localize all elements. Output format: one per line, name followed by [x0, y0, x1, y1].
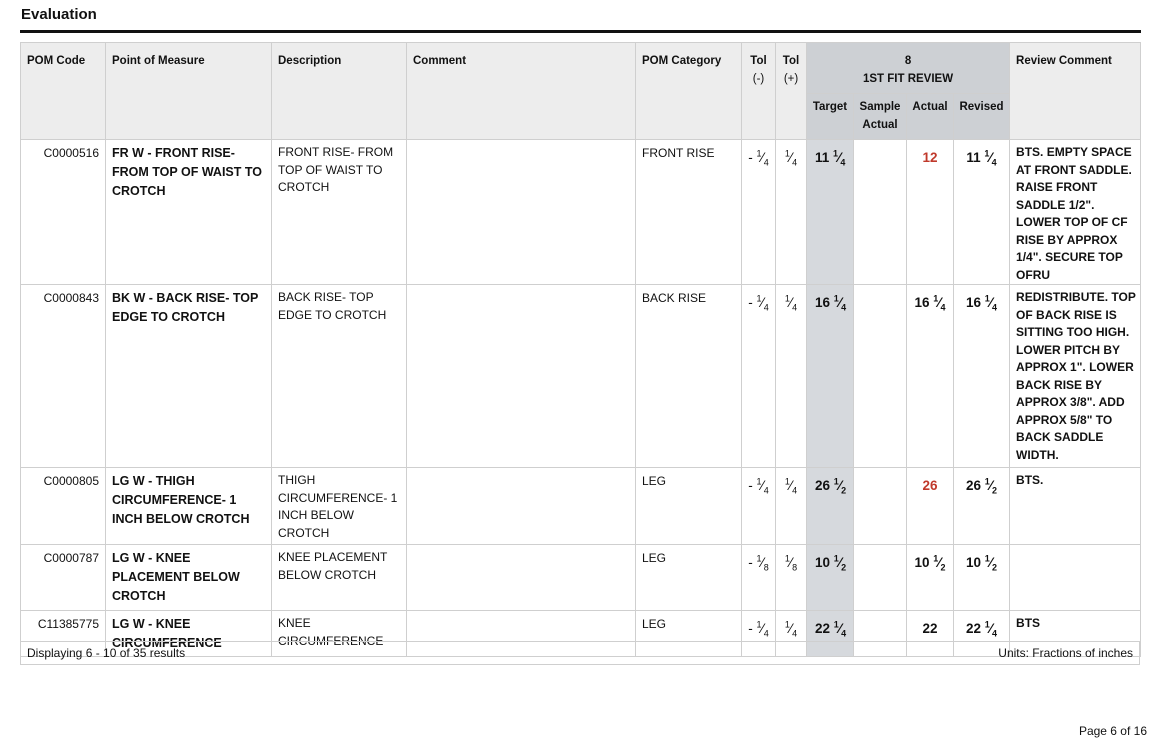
tol-minus-label: Tol	[750, 55, 767, 67]
tol-plus-fraction	[784, 553, 798, 573]
point-of-measure: LG W - THIGH CIRCUMFERENCE- 1 INCH BELOW CROTCH	[106, 468, 272, 545]
actual-fraction	[914, 293, 946, 313]
fraction-whole: 12	[922, 149, 938, 165]
fraction-denominator: 4	[792, 628, 798, 639]
fraction-numerator: 1	[756, 553, 762, 563]
comment	[407, 468, 636, 545]
revised-fraction	[966, 148, 997, 168]
table-row	[21, 285, 1141, 468]
target-value	[807, 468, 854, 545]
target-fraction	[815, 476, 847, 496]
pom-code: C0000843	[21, 285, 106, 468]
fraction-numerator: 1	[784, 293, 790, 303]
tol-minus-fraction	[748, 553, 769, 573]
fraction-whole: 22	[965, 620, 981, 636]
fraction-sign: -	[748, 149, 753, 165]
fraction-slash: ⁄	[789, 294, 793, 310]
fraction-numerator: 1	[984, 553, 990, 563]
pom-category: LEG	[636, 468, 742, 545]
evaluation-table	[20, 42, 1141, 657]
units-note: Units: Fractions of inches	[998, 646, 1133, 660]
tol-minus-sign: (-)	[752, 73, 765, 85]
col-header-tol-minus	[742, 43, 776, 140]
fraction-numerator: 1	[984, 293, 990, 303]
fraction-denominator: 2	[992, 485, 998, 496]
review-comment: BTS	[1010, 611, 1141, 657]
tol-plus-fraction	[784, 148, 798, 168]
point-of-measure: FR W - FRONT RISE- FROM TOP OF WAIST TO CROTCH	[106, 140, 272, 285]
description: KNEE PLACEMENT BELOW CROTCH	[272, 545, 407, 611]
actual-value	[907, 285, 954, 468]
fraction-whole: 10	[914, 554, 930, 570]
point-of-measure: LG W - KNEE PLACEMENT BELOW CROTCH	[106, 545, 272, 611]
fraction-slash: ⁄	[761, 477, 764, 493]
tol-plus-fraction	[784, 293, 798, 313]
fraction-whole: 26	[815, 477, 831, 493]
point-of-measure: BK W - BACK RISE- TOP EDGE TO CROTCH	[106, 285, 272, 468]
fraction-denominator: 2	[992, 562, 998, 573]
col-header-fit-review	[807, 43, 1010, 94]
fraction-denominator: 4	[992, 628, 998, 639]
fraction-slash: ⁄	[838, 620, 842, 636]
fraction-numerator: 1	[933, 553, 939, 563]
target-fraction	[815, 148, 846, 168]
col-header-actual: Actual	[907, 94, 954, 140]
fraction-numerator: 1	[784, 619, 790, 629]
fraction-whole: 16	[965, 294, 981, 310]
col-header-point-of-measure: Point of Measure	[106, 43, 272, 140]
tol-minus	[742, 285, 776, 468]
fraction-numerator: 1	[756, 148, 762, 158]
results-count: Displaying 6 - 10 of 35 results	[27, 646, 186, 660]
actual-fraction	[922, 621, 937, 636]
target-fraction	[815, 553, 847, 573]
pom-code: C11385775	[21, 611, 106, 657]
pom-category: FRONT RISE	[636, 140, 742, 285]
fraction-denominator: 4	[763, 157, 769, 168]
tol-minus-fraction	[748, 619, 769, 639]
col-header-description: Description	[272, 43, 407, 140]
tol-plus	[776, 468, 807, 545]
fraction-denominator: 4	[763, 302, 769, 313]
pom-category: BACK RISE	[636, 285, 742, 468]
revised-value	[954, 140, 1010, 285]
sample-actual	[854, 140, 907, 285]
fraction-whole: 10	[965, 554, 981, 570]
target-fraction	[815, 619, 847, 639]
revised-value	[954, 285, 1010, 468]
fraction-numerator: 1	[833, 293, 839, 303]
fit-size: 8	[904, 55, 912, 67]
pom-code: C0000516	[21, 140, 106, 285]
comment	[407, 285, 636, 468]
fraction-numerator: 1	[984, 619, 990, 629]
actual-value	[907, 468, 954, 545]
tol-plus-label: Tol	[782, 55, 800, 67]
tol-minus-fraction	[748, 293, 769, 313]
target-fraction	[815, 293, 847, 313]
col-header-sample-actual: Sample Actual	[854, 94, 907, 140]
fraction-denominator: 4	[792, 302, 798, 313]
fraction-slash: ⁄	[938, 294, 941, 310]
fraction-slash: ⁄	[989, 149, 992, 165]
fit-name: 1ST FIT REVIEW	[862, 73, 954, 85]
fraction-slash: ⁄	[989, 477, 993, 493]
title-divider	[20, 30, 1141, 33]
sample-actual	[854, 468, 907, 545]
fraction-slash: ⁄	[761, 149, 764, 165]
fraction-whole: 26	[965, 477, 981, 493]
fraction-denominator: 4	[792, 157, 798, 168]
fraction-sign: -	[748, 620, 753, 636]
revised-value	[954, 468, 1010, 545]
fraction-slash: ⁄	[989, 294, 993, 310]
table-row	[21, 468, 1141, 545]
fraction-slash: ⁄	[761, 554, 764, 570]
description: FRONT RISE- FROM TOP OF WAIST TO CROTCH	[272, 140, 407, 285]
actual-value	[907, 545, 954, 611]
fraction-numerator: 1	[984, 476, 990, 486]
col-header-review-comment: Review Comment	[1010, 43, 1141, 140]
fraction-sign: -	[748, 477, 753, 493]
sample-actual	[854, 285, 907, 468]
fraction-denominator: 4	[792, 485, 798, 496]
actual-fraction	[922, 478, 937, 493]
fraction-denominator: 8	[792, 562, 798, 573]
section-title: Evaluation	[21, 6, 97, 23]
description: THIGH CIRCUMFERENCE- 1 INCH BELOW CROTCH	[272, 468, 407, 545]
tol-minus	[742, 545, 776, 611]
fraction-slash: ⁄	[838, 477, 842, 493]
fraction-numerator: 1	[784, 553, 790, 563]
tol-minus	[742, 140, 776, 285]
tol-minus-fraction	[748, 148, 769, 168]
revised-fraction	[965, 293, 998, 313]
fraction-denominator: 4	[841, 302, 847, 313]
fraction-denominator: 4	[992, 302, 998, 313]
pom-code: C0000787	[21, 545, 106, 611]
revised-fraction	[965, 553, 998, 573]
target-value	[807, 285, 854, 468]
review-comment: BTS.	[1010, 468, 1141, 545]
fraction-whole: 16	[914, 294, 930, 310]
fraction-slash: ⁄	[789, 620, 793, 636]
fraction-whole: 11	[966, 149, 981, 165]
point-of-measure: LG W - KNEE CIRCUMFERENCE	[106, 611, 272, 657]
target-value	[807, 140, 854, 285]
pom-code: C0000805	[21, 468, 106, 545]
fraction-numerator: 1	[833, 148, 839, 158]
fraction-slash: ⁄	[989, 554, 993, 570]
tol-plus	[776, 285, 807, 468]
col-header-pom-code: POM Code	[21, 43, 106, 140]
tol-minus	[742, 468, 776, 545]
fraction-denominator: 4	[991, 157, 997, 168]
fraction-whole: 16	[815, 294, 831, 310]
fraction-numerator: 1	[756, 619, 762, 629]
col-header-revised: Revised	[954, 94, 1010, 140]
fraction-numerator: 1	[756, 293, 762, 303]
fraction-slash: ⁄	[761, 294, 764, 310]
fraction-numerator: 1	[833, 619, 839, 629]
fraction-numerator: 1	[833, 553, 839, 563]
actual-value	[907, 140, 954, 285]
fraction-numerator: 1	[833, 476, 839, 486]
review-comment: REDISTRIBUTE. TOP OF BACK RISE IS SITTING TOO HIGH. LOWER PITCH BY APPROX 1". LOWER BACK RISE BY APPROX 3/8". ADD APPROX 5/8" TO BACK SADDLE WIDTH.	[1010, 285, 1141, 468]
fraction-denominator: 2	[940, 562, 946, 573]
fraction-whole: 22	[815, 620, 831, 636]
fraction-denominator: 8	[763, 562, 769, 573]
comment	[407, 545, 636, 611]
fraction-slash: ⁄	[789, 477, 793, 493]
table-footer	[20, 641, 1140, 665]
table-row	[21, 545, 1141, 611]
pom-category: LEG	[636, 545, 742, 611]
fraction-denominator: 4	[763, 485, 769, 496]
fraction-denominator: 2	[841, 485, 847, 496]
fraction-sign: -	[748, 294, 753, 310]
fraction-slash: ⁄	[989, 620, 993, 636]
fraction-denominator: 4	[840, 157, 846, 168]
fraction-denominator: 2	[841, 562, 847, 573]
tol-plus-fraction	[784, 476, 798, 496]
tol-plus	[776, 545, 807, 611]
fraction-whole: 22	[922, 620, 938, 636]
revised-value	[954, 545, 1010, 611]
table-row	[21, 140, 1141, 285]
fraction-numerator: 1	[984, 148, 990, 158]
fraction-whole: 11	[815, 149, 830, 165]
fraction-slash: ⁄	[938, 554, 941, 570]
fraction-denominator: 4	[841, 628, 847, 639]
fraction-numerator: 1	[933, 293, 939, 303]
fraction-sign: -	[748, 554, 753, 570]
fraction-slash: ⁄	[838, 554, 842, 570]
review-comment: BTS. EMPTY SPACE AT FRONT SADDLE. RAISE FRONT SADDLE 1/2". LOWER TOP OF CF RISE BY APPROX 1/4". SECURE TOP OFRU	[1010, 140, 1141, 285]
tol-plus-fraction	[784, 619, 798, 639]
revised-fraction	[965, 619, 998, 639]
tol-plus-sign: (+)	[783, 73, 799, 85]
fraction-slash: ⁄	[761, 620, 764, 636]
target-value	[807, 545, 854, 611]
sample-actual	[854, 545, 907, 611]
col-header-pom-category: POM Category	[636, 43, 742, 140]
review-comment	[1010, 545, 1141, 611]
fraction-slash: ⁄	[789, 149, 793, 165]
col-header-comment: Comment	[407, 43, 636, 140]
fraction-slash: ⁄	[838, 149, 841, 165]
fraction-denominator: 4	[763, 628, 769, 639]
col-header-target: Target	[807, 94, 854, 140]
actual-fraction	[922, 150, 937, 165]
fraction-denominator: 4	[940, 302, 946, 313]
fraction-whole: 26	[922, 477, 938, 493]
fraction-whole: 10	[815, 554, 831, 570]
description: BACK RISE- TOP EDGE TO CROTCH	[272, 285, 407, 468]
pom-category: LEG	[636, 611, 742, 657]
actual-fraction	[914, 553, 946, 573]
fraction-slash: ⁄	[789, 554, 793, 570]
col-header-tol-plus	[776, 43, 807, 140]
fraction-numerator: 1	[756, 476, 762, 486]
tol-minus-fraction	[748, 476, 769, 496]
tol-plus	[776, 140, 807, 285]
description: KNEE CIRCUMFERENCE	[272, 611, 407, 657]
fraction-slash: ⁄	[838, 294, 842, 310]
fraction-numerator: 1	[784, 148, 790, 158]
fraction-numerator: 1	[784, 476, 790, 486]
revised-fraction	[965, 476, 998, 496]
comment	[407, 140, 636, 285]
page-indicator: Page 6 of 16	[1078, 724, 1147, 738]
